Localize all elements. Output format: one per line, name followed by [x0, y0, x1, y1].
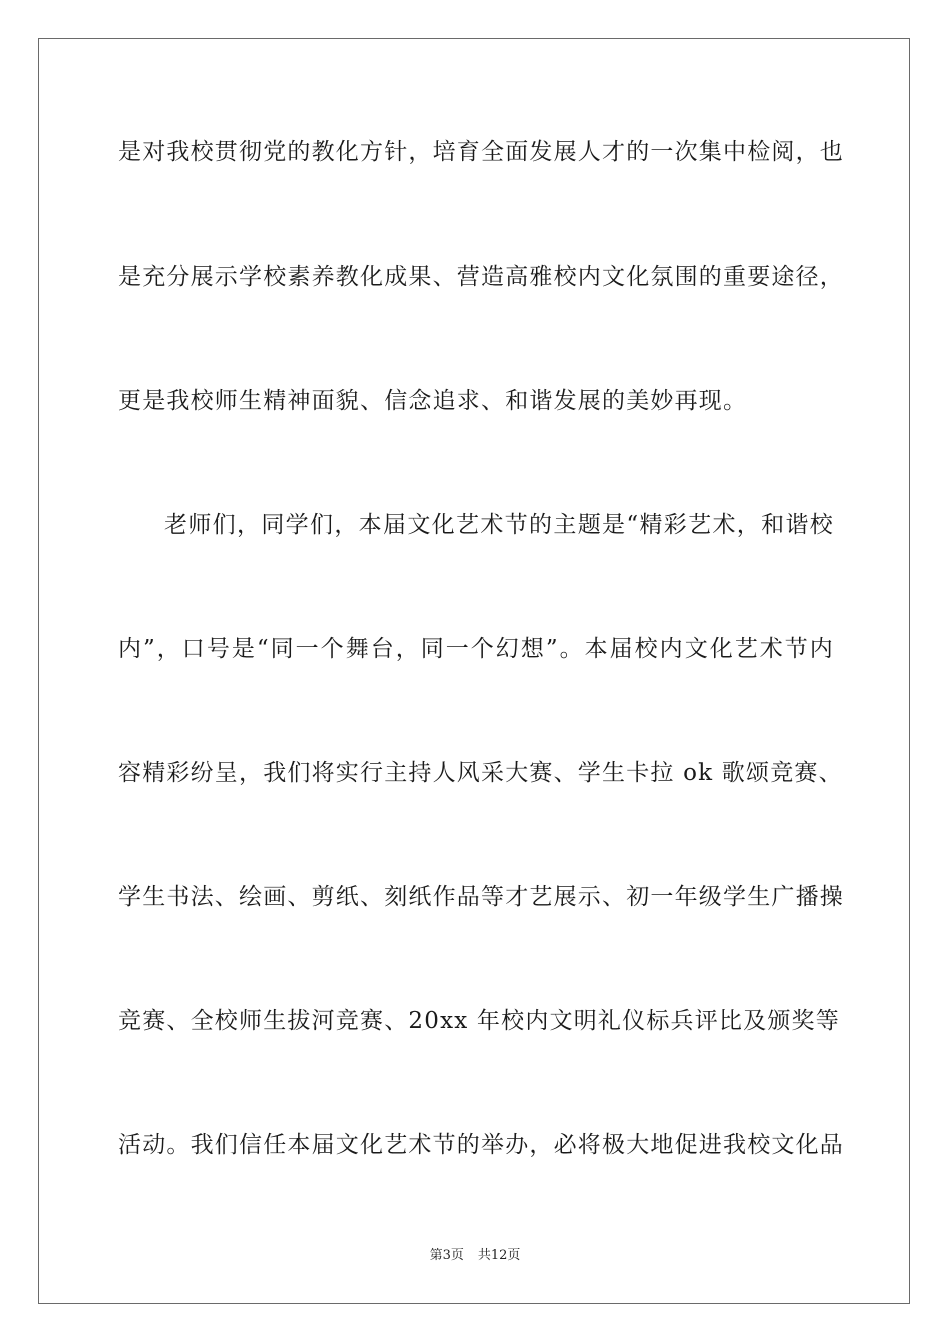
- page-total: 共12页: [477, 1248, 521, 1263]
- paragraph-line-9: 活动。我们信任本届文化艺术节的举办，必将极大地促进我校文化品: [118, 1132, 844, 1158]
- paragraph-line-7: 学生书法、绘画、剪纸、刻纸作品等才艺展示、初一年级学生广播操: [118, 884, 844, 910]
- paragraph-line-2: 是充分展示学校素养教化成果、营造高雅校内文化氛围的重要途径，: [118, 264, 844, 290]
- page-number: 第3页: [429, 1248, 464, 1263]
- paragraph-line-8: 竞赛、全校师生拔河竞赛、20xx 年校内文明礼仪标兵评比及颁奖等: [118, 1008, 840, 1034]
- paragraph-line-3: 更是我校师生精神面貌、信念追求、和谐发展的美妙再现。: [118, 388, 748, 414]
- page-footer: [0, 1247, 950, 1265]
- page-border: [38, 38, 910, 1304]
- paragraph-line-5: 内”，口号是“同一个舞台，同一个幻想”。本届校内文化艺术节内: [118, 636, 834, 662]
- paragraph-line-4: 老师们，同学们，本届文化艺术节的主题是“精彩艺术，和谐校: [164, 512, 834, 538]
- paragraph-line-6: 容精彩纷呈，我们将实行主持人风采大赛、学生卡拉 ok 歌颂竞赛、: [118, 760, 843, 786]
- paragraph-line-1: 是对我校贯彻党的教化方针，培育全面发展人才的一次集中检阅，也: [118, 139, 844, 165]
